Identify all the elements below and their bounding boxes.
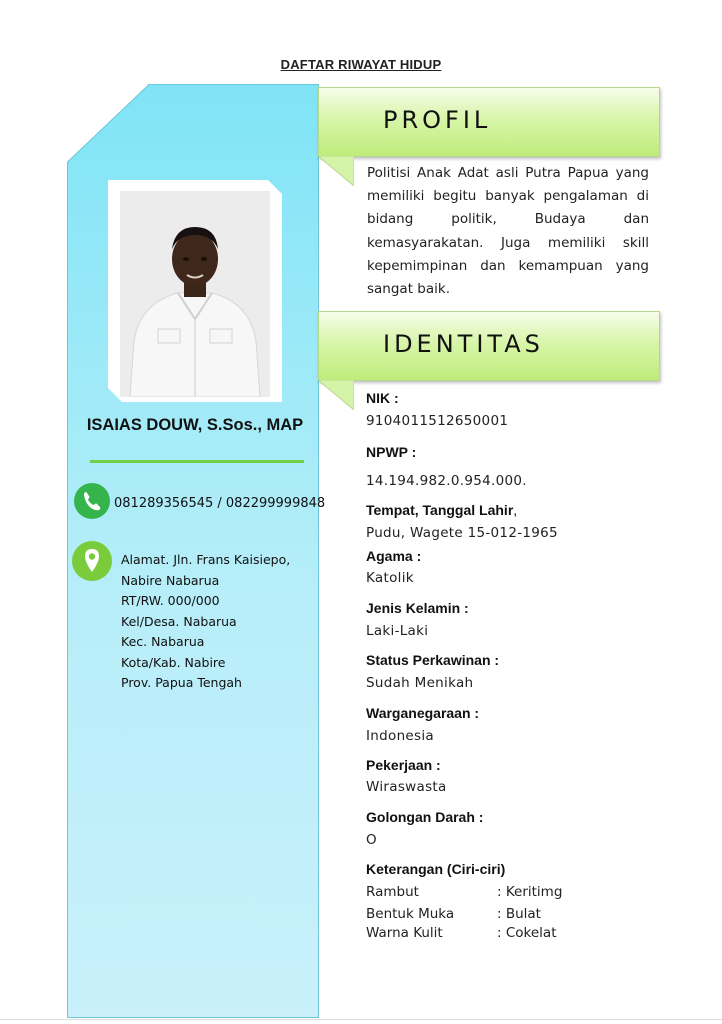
- profile-banner-tab: [318, 156, 354, 186]
- profile-banner: [318, 87, 660, 157]
- npwp-value: 14.194.982.0.954.000.: [366, 473, 527, 489]
- citizenship-label: Warganegaraan :: [366, 705, 480, 721]
- characteristic-value: : Keritimg: [497, 884, 563, 900]
- page-bottom-border: [0, 1019, 722, 1020]
- citizenship-value: Indonesia: [366, 728, 434, 744]
- identity-heading: IDENTITAS: [383, 330, 544, 358]
- address-line: Kec. Nabarua: [121, 634, 205, 649]
- npwp-label: NPWP :: [366, 444, 417, 460]
- blood-type-value: O: [366, 832, 377, 848]
- blood-type-label: Golongan Darah :: [366, 809, 484, 825]
- name-divider: [90, 460, 304, 463]
- characteristics-label: Keterangan (Ciri-ciri): [366, 861, 506, 877]
- characteristic-key: Warna Kulit: [366, 925, 443, 941]
- address-line: Kel/Desa. Nabarua: [121, 613, 237, 629]
- birth-label: [366, 502, 517, 518]
- characteristic-value: : Cokelat: [497, 925, 557, 941]
- birth-label-comma: ,: [513, 502, 518, 518]
- phone-icon: [74, 483, 110, 519]
- characteristic-key: Bentuk Muka: [366, 906, 455, 922]
- birth-label-text: Tempat, Tanggal Lahir: [366, 502, 514, 518]
- birth-value: Pudu, Wagete 15-012-1965: [366, 525, 558, 541]
- profile-heading: PROFIL: [383, 106, 492, 134]
- phone-number: 081289356545 / 082299999848: [114, 496, 326, 511]
- address-block: [121, 550, 290, 694]
- gender-label: Jenis Kelamin :: [366, 600, 469, 616]
- address-line: Prov. Papua Tengah: [121, 675, 242, 690]
- religion-value: Katolik: [366, 570, 414, 586]
- occupation-label: Pekerjaan :: [366, 757, 441, 773]
- identity-banner: [318, 311, 660, 381]
- profile-description: Politisi Anak Adat asli Putra Papua yang memiliki begitu banyak pengalaman di bidang politik, Budaya dan kemasyarakatan. Juga memiliki skill kepemimpinan dan kemampuan yang sangat baik.: [367, 165, 649, 298]
- person-name: ISAIAS DOUW, S.Sos., MAP: [86, 416, 304, 434]
- address-line: Kota/Kab. Nabire: [121, 654, 226, 670]
- nik-value: 9104011512650001: [366, 413, 509, 429]
- address-line: RT/RW. 000/000: [121, 593, 220, 608]
- address-line: Nabire Nabarua: [121, 572, 220, 588]
- document-title: DAFTAR RIWAYAT HIDUP: [280, 57, 442, 72]
- identity-banner-tab: [318, 380, 354, 410]
- marital-label: Status Perkawinan :: [366, 652, 500, 668]
- gender-value: Laki-Laki: [366, 623, 429, 639]
- religion-label: Agama :: [366, 548, 422, 564]
- address-line: Alamat. Jln. Frans Kaisiepo,: [121, 552, 291, 567]
- characteristic-key: Rambut: [366, 884, 419, 900]
- nik-label: NIK :: [366, 390, 399, 406]
- characteristic-value: : Bulat: [497, 906, 541, 922]
- marital-value: Sudah Menikah: [366, 675, 474, 691]
- profile-photo: [120, 191, 270, 397]
- location-pin-icon: [72, 541, 112, 581]
- occupation-value: Wiraswasta: [366, 779, 447, 795]
